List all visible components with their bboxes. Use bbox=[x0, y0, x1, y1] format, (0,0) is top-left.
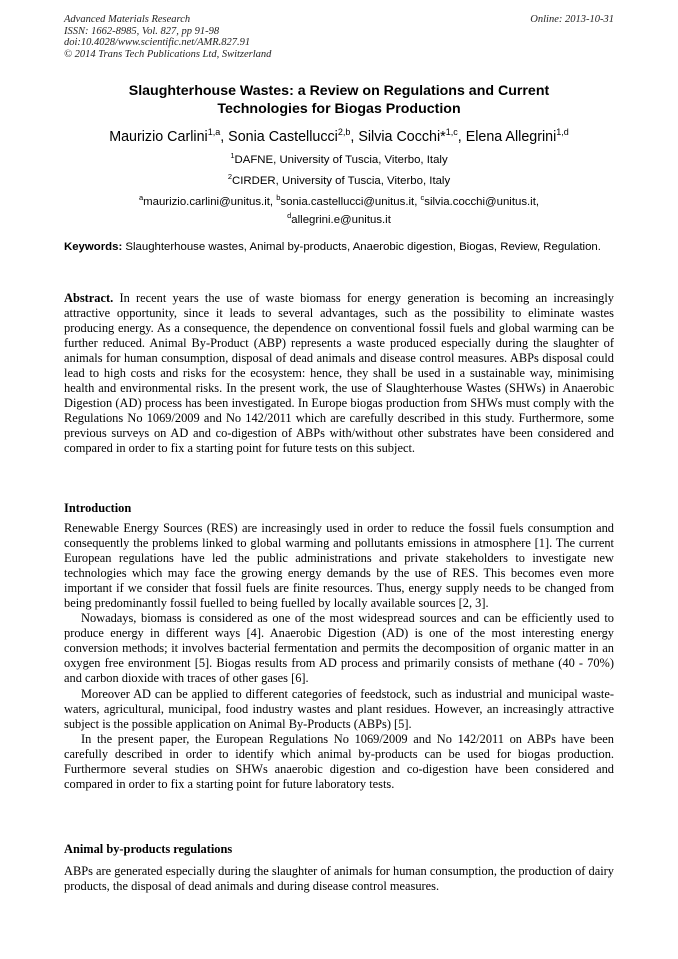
email-mark: b bbox=[276, 193, 281, 202]
author-name: Sonia Castellucci bbox=[228, 128, 338, 145]
affiliation bbox=[64, 170, 614, 188]
author-name: Elena Allegrini bbox=[465, 128, 557, 145]
author-list: Maurizio Carlini$^{1,a}$, Sonia Castellucci$^{2,b}$, Silvia Cocchi*$^{1,c}$, Elena Allegrini$^{1,d}$ bbox=[109, 127, 569, 145]
keywords-text: Slaughterhouse wastes, Animal by-products, Anaerobic digestion, Biogas, Review, Regulation. bbox=[122, 241, 601, 253]
email-list: $^a$maurizio.carlini@unitus.it, $^b$sonia.castellucci@unitus.it, $^c$silvia.cocchi@unitus.it, $^d$allegrini.e@unitus.it bbox=[138, 193, 540, 226]
email-mark: d bbox=[287, 210, 292, 220]
section-heading-introduction: Introduction bbox=[64, 501, 132, 515]
keywords bbox=[64, 240, 614, 254]
online-date: Online: 2013-10-31 bbox=[530, 14, 614, 25]
email-address[interactable]: silvia.cocchi@unitus.it bbox=[424, 195, 536, 208]
email-mark: a bbox=[138, 193, 144, 202]
paragraph: Renewable Energy Sources (RES) are increasingly used in order to reduce the fossil fuels consumption and consequently the problems linked to global warming and pollutants emissions in atmosphere [1]. The current European regulations have led the public administrations and private stakeholders to investigate new technologies which may face the growing energy demands by the use of RES. This becomes even more important if we consider that fossil fuels are finite resources. Thus, energy supply needs to be changed from being predominantly fossil fuelled to being fuelled by locally available sources [2, 3]. bbox=[64, 521, 614, 611]
affiliation-mark: 2 bbox=[227, 172, 232, 181]
journal-issn: ISSN: 1662-8985, Vol. 827, pp 91-98 bbox=[64, 25, 220, 37]
abp-regulations-body bbox=[64, 864, 614, 894]
paper-title bbox=[64, 82, 614, 118]
section-heading-abp-regulations: Animal by-products regulations bbox=[64, 842, 233, 856]
author-name: Maurizio Carlini bbox=[109, 128, 208, 145]
author-affil-mark: 1,a bbox=[207, 127, 221, 137]
paragraph: Nowadays, biomass is considered as one of the most widespread sources and can be efficiently used to produce energy in different ways [4]. Anaerobic Digestion (AD) is one of the most interesting energy conversion methods; it involves bacterial fermentation and permits the decomposition of organic matter in an oxygen free environment [5]. Biogas results from AD process and primarily consists of methane (40 - 70%) and carbon dioxide with traces of other gases [6]. bbox=[64, 611, 614, 686]
introduction-body bbox=[64, 521, 614, 792]
author-affil-mark: 2,b bbox=[337, 127, 351, 137]
paragraph: ABPs are generated especially during the slaughter of animals for human consumption, the production of dairy products, the disposal of dead animals and during disease control measures. bbox=[64, 864, 614, 894]
author-affil-mark: 1,c bbox=[445, 127, 458, 137]
paragraph: In the present paper, the European Regulations No 1069/2009 and No 142/2011 on ABPs have been carefully described in order to identify which animal by-products can be used for biogas production. Furthermore several studies on SHWs anaerobic digestion and co-digestion have been considered and compared in order to fix a starting point for future laboratory tests. bbox=[64, 731, 614, 791]
author-affil-mark: 1,d bbox=[556, 127, 569, 137]
email-address[interactable]: maurizio.carlini@unitus.it bbox=[143, 195, 270, 208]
email-address[interactable]: sonia.castellucci@unitus.it bbox=[280, 195, 415, 208]
affiliation-text: DAFNE, University of Tuscia, Viterbo, Italy bbox=[234, 153, 448, 166]
paragraph: Moreover AD can be applied to different categories of feedstock, such as industrial and municipal waste-waters, agricultural, municipal, food industry wastes and plant residues. However, an increasingly attractive subject is the possible application on Animal By-Products (ABPs) [5]. bbox=[64, 686, 614, 731]
author-name: Silvia Cocchi* bbox=[358, 128, 446, 145]
journal-name: Advanced Materials Research bbox=[64, 14, 191, 25]
abstract-text: In recent years the use of waste biomass for energy generation is becoming an increasingly attractive opportunity, since it leads to several advantages, such as the possibility to eliminate wastes producing energy. As a consequence, the dependence on conventional fossil fuels and global warming can be further reduced. Animal By-Product (ABP) represents a waste produced especially during the slaughter of animals for human consumption, disposal of dead animals and disease control measures. ABPs disposal could lead to high costs and risks for the ecosystem: hence, they shall be used in a sustainable way, minimising health and environmental risks. In the present work, the use of Slaughterhouse Wastes (SHWs) in Anaerobic Digestion (AD) process has been investigated. In Europe biogas production from SHWs must comply with the Regulations No 1069/2009 and No 142/2011 which are carefully described in this study. Furthermore, some previous surveys on AD and co-digestion of ABPs with/without other substrates have been considered and compared in order to fix a starting point for future tests on this subject. bbox=[64, 291, 614, 456]
abstract bbox=[64, 291, 614, 457]
journal-doi: doi:10.4028/www.scientific.net/AMR.827.91 bbox=[64, 37, 251, 49]
title-line-2: Technologies for Biogas Production bbox=[217, 101, 461, 117]
abstract-label: Abstract. bbox=[64, 291, 114, 305]
affiliation bbox=[64, 149, 614, 167]
email-address[interactable]: allegrini.e@unitus.it bbox=[291, 213, 391, 226]
affiliation-text: CIRDER, University of Tuscia, Viterbo, Italy bbox=[231, 174, 451, 187]
email-mark: c bbox=[420, 193, 425, 202]
journal-copyright: © 2014 Trans Tech Publications Ltd, Switzerland bbox=[64, 48, 272, 60]
title-line-1: Slaughterhouse Wastes: a Review on Regulations and Current bbox=[128, 83, 550, 99]
journal-header bbox=[64, 14, 614, 60]
keywords-label: Keywords: bbox=[64, 241, 123, 253]
affiliation-mark: 1 bbox=[230, 151, 235, 160]
